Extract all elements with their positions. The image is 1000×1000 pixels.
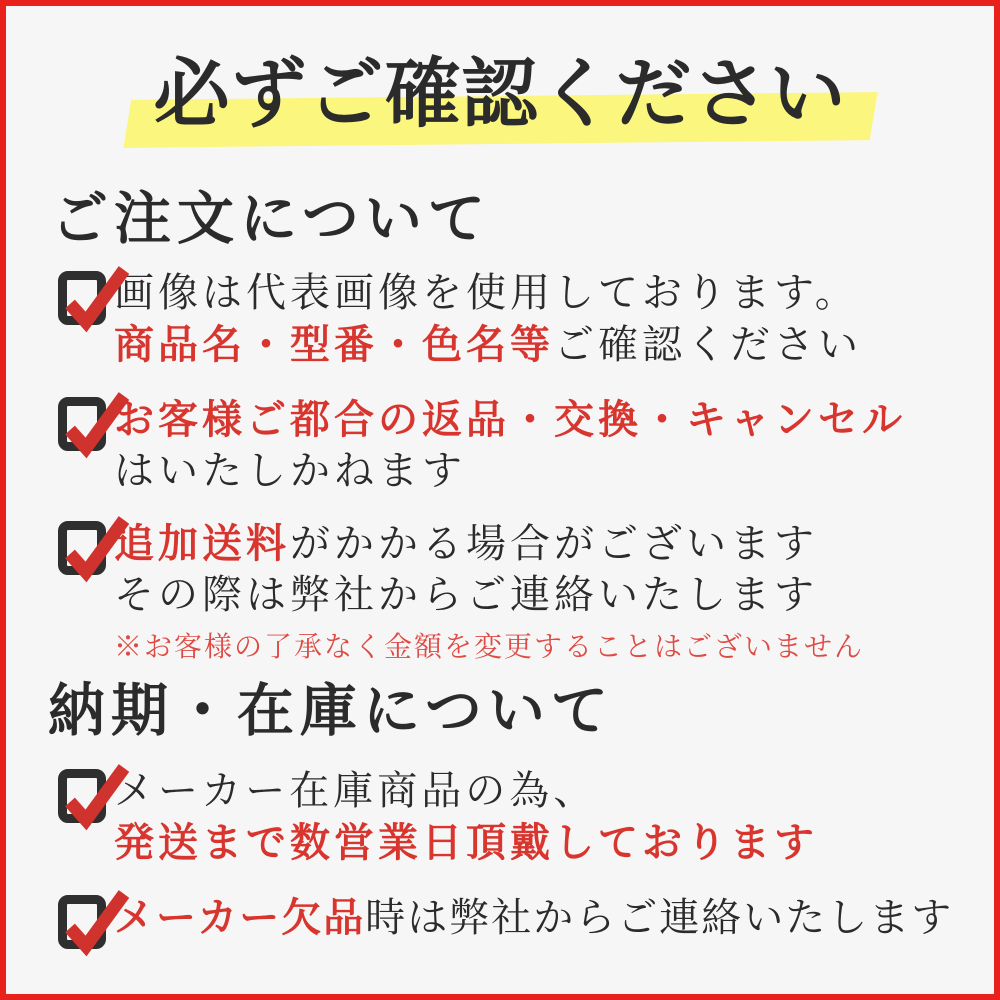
- item-text: ご確認ください: [554, 322, 862, 368]
- list-item: [58, 766, 818, 869]
- item-text: その際は弊社からご連絡いたします: [114, 572, 818, 618]
- list-item: [58, 394, 906, 497]
- item-line: [114, 394, 906, 446]
- section-heading-order: ご注文について: [51, 185, 491, 252]
- item-footnote: ※お客様の了承なく金額を変更することはございません: [114, 630, 865, 663]
- item-line: [114, 892, 953, 944]
- item-text-emphasis: お客様ご都合の返品・交換・キャンセル: [114, 396, 906, 443]
- item-line: [114, 766, 818, 817]
- checkmark-icon: [61, 263, 129, 335]
- item-text-emphasis: 発送まで数営業日頂戴しております: [114, 819, 818, 866]
- section-heading-stock: 納期・在庫について: [48, 677, 614, 744]
- item-line: [114, 570, 864, 621]
- item-text-block: [114, 518, 864, 664]
- page-title-text: 必ずご確認ください: [153, 49, 847, 138]
- checkmark-icon: [61, 389, 129, 461]
- item-text-emphasis: 商品名・型番・色名等: [114, 321, 554, 368]
- item-text: メーカー在庫商品の為、: [114, 768, 598, 814]
- checkmark-icon: [61, 513, 129, 585]
- item-line: [114, 268, 862, 319]
- checkbox-icon: [58, 397, 106, 451]
- list-item: [58, 268, 862, 371]
- list-item: [58, 518, 864, 664]
- page-title: [154, 46, 847, 142]
- checkbox-icon: [58, 769, 106, 823]
- checkbox-icon: [58, 895, 106, 949]
- checkbox-icon: [58, 271, 106, 325]
- title-banner: [6, 46, 994, 142]
- item-text-emphasis: 追加送料: [114, 520, 290, 567]
- item-line: [114, 518, 864, 570]
- item-text: がかかる場合がございます: [290, 521, 818, 567]
- item-text-block: [114, 394, 906, 497]
- item-line: [114, 817, 818, 869]
- item-text-block: [114, 268, 862, 371]
- checkbox-icon: [58, 521, 106, 575]
- item-line: [114, 446, 906, 497]
- checkmark-icon: [61, 761, 129, 833]
- item-text: 時は弊社からご連絡いたします: [365, 895, 954, 941]
- item-text-emphasis: メーカー欠品: [114, 894, 366, 941]
- checkmark-icon: [61, 887, 129, 959]
- item-text: 画像は代表画像を使用しております。: [114, 270, 859, 316]
- item-text-block: [114, 892, 953, 944]
- list-item: [58, 892, 953, 949]
- item-line: [114, 319, 862, 371]
- item-text: はいたしかねます: [114, 448, 466, 494]
- item-text-block: [114, 766, 818, 869]
